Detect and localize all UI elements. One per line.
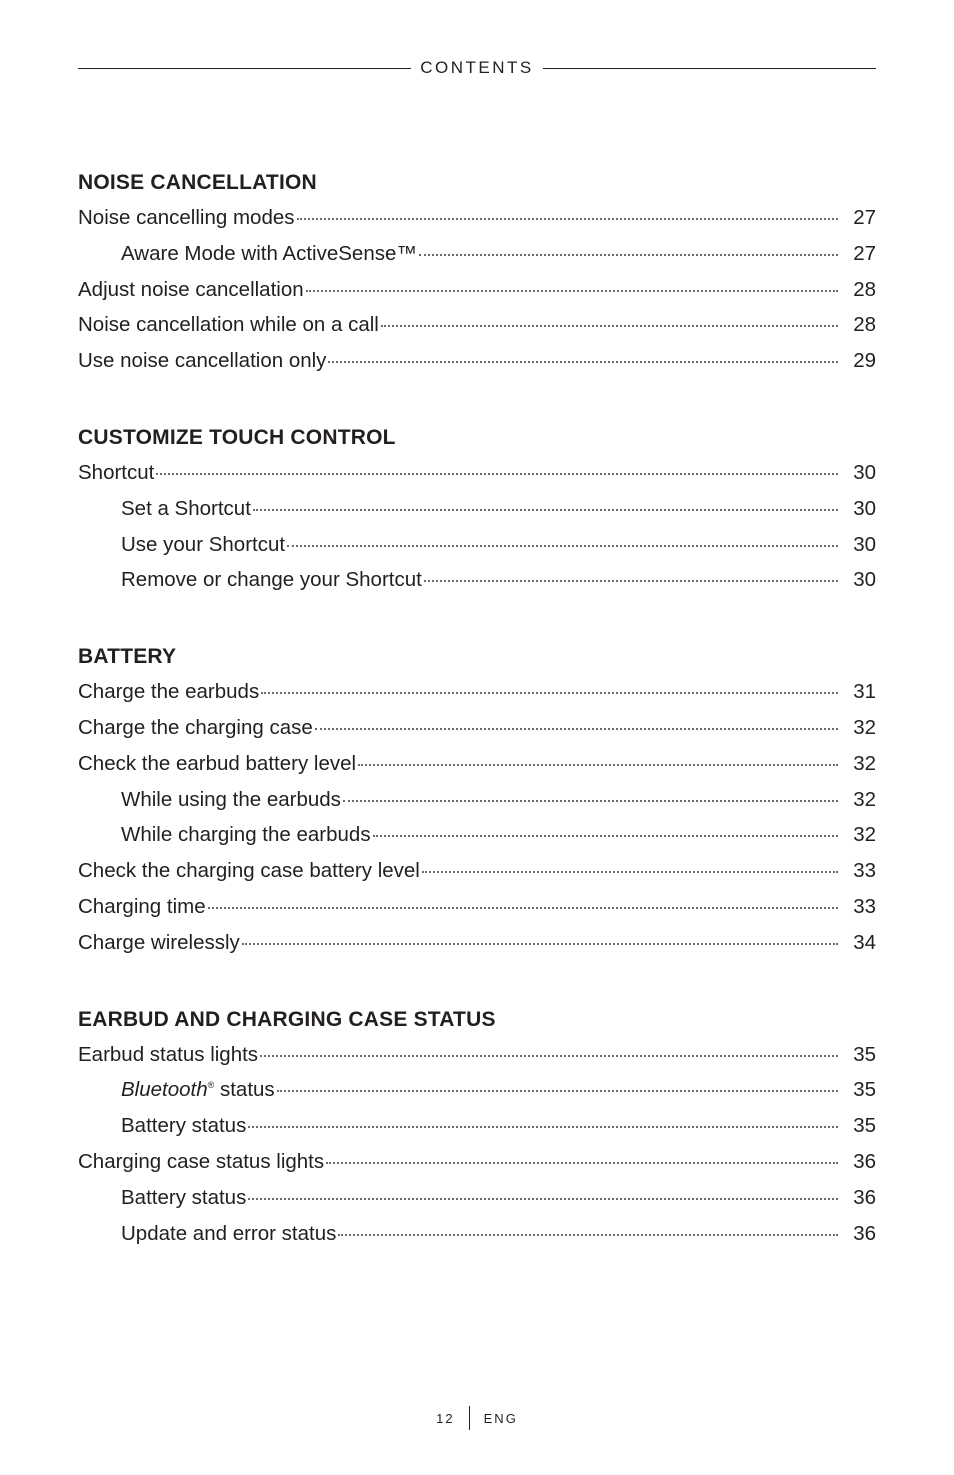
toc-entry-page: 27 bbox=[853, 206, 876, 229]
toc-entry-page: 32 bbox=[853, 787, 876, 811]
toc-entry-page: 36 bbox=[853, 1185, 876, 1209]
toc-entry-page: 30 bbox=[853, 568, 876, 592]
toc-entry[interactable] bbox=[78, 455, 876, 491]
toc-entry[interactable] bbox=[78, 782, 876, 818]
dot-leader bbox=[381, 324, 838, 327]
dot-leader bbox=[373, 834, 838, 837]
page-title: CONTENTS bbox=[420, 58, 534, 77]
toc-entry[interactable] bbox=[78, 307, 876, 343]
toc-entry-label: Noise cancellation while on a call bbox=[78, 313, 379, 337]
language-code: ENG bbox=[483, 1410, 518, 1426]
toc-entry-label: Noise cancelling modes bbox=[78, 206, 295, 229]
toc-entry-label: Charging case status lights bbox=[78, 1149, 325, 1173]
section-heading: BATTERY bbox=[78, 645, 177, 669]
dot-leader bbox=[253, 508, 838, 511]
toc-entry-label: Set a Shortcut bbox=[121, 496, 251, 520]
dot-leader bbox=[287, 544, 838, 547]
dot-leader bbox=[419, 253, 838, 256]
toc-entry-label: Earbud status lights bbox=[78, 1042, 259, 1066]
toc-entry-label: While using the earbuds bbox=[121, 787, 341, 811]
dot-leader bbox=[328, 360, 838, 363]
toc-entry-page: 35 bbox=[853, 1042, 876, 1066]
toc-entry-page: 33 bbox=[853, 859, 876, 883]
toc-entry[interactable] bbox=[78, 1037, 876, 1073]
toc-entry-label: Battery status bbox=[121, 1185, 247, 1209]
dot-leader bbox=[156, 472, 838, 475]
toc-entry-label: Charging time bbox=[78, 894, 206, 918]
toc-entry[interactable] bbox=[78, 1144, 876, 1180]
toc-entry-label: Shortcut bbox=[78, 460, 155, 484]
dot-leader bbox=[248, 1125, 838, 1128]
toc-entry-label: Use noise cancellation only bbox=[78, 349, 327, 373]
registered-mark: ® bbox=[207, 1080, 215, 1091]
dot-leader bbox=[326, 1161, 838, 1164]
toc-entry-label-italic: Bluetooth bbox=[121, 1078, 208, 1102]
toc-entry-page: 32 bbox=[853, 715, 876, 739]
toc-section bbox=[78, 421, 876, 598]
section-heading: NOISE CANCELLATION bbox=[78, 171, 317, 194]
toc-entry-page: 35 bbox=[853, 1114, 876, 1138]
toc-entry-page: 34 bbox=[853, 930, 876, 954]
toc-entry[interactable] bbox=[78, 200, 876, 236]
dot-leader bbox=[208, 906, 838, 909]
dot-leader bbox=[315, 727, 838, 730]
toc-entry-page: 29 bbox=[853, 349, 876, 373]
toc-entry[interactable] bbox=[78, 817, 876, 853]
toc-entry-page: 36 bbox=[853, 1221, 876, 1245]
dot-leader bbox=[261, 691, 838, 694]
toc-entry-label: Charge the charging case bbox=[78, 715, 313, 739]
dot-leader bbox=[297, 217, 838, 220]
footer-divider bbox=[469, 1406, 470, 1430]
toc-entry-label: Check the charging case battery level bbox=[78, 859, 420, 883]
toc-entry[interactable] bbox=[78, 236, 876, 272]
toc-entry-label: Remove or change your Shortcut bbox=[121, 568, 422, 592]
toc-entry-page: 35 bbox=[853, 1078, 876, 1102]
page-footer bbox=[0, 1405, 954, 1431]
header-rule-right bbox=[543, 68, 876, 69]
toc-entry[interactable] bbox=[78, 491, 876, 527]
toc-entry-page: 36 bbox=[853, 1149, 876, 1173]
dot-leader bbox=[306, 289, 838, 292]
toc-entry-label: Use your Shortcut bbox=[121, 532, 286, 556]
toc-entry-page: 30 bbox=[853, 532, 876, 556]
toc-entry[interactable] bbox=[78, 853, 876, 889]
table-of-contents bbox=[78, 166, 876, 1293]
toc-entry-label: Charge wirelessly bbox=[78, 930, 240, 954]
toc-entry-page: 31 bbox=[853, 680, 876, 704]
dot-leader bbox=[424, 579, 838, 582]
toc-entry-page: 32 bbox=[853, 823, 876, 847]
toc-entry[interactable] bbox=[78, 1108, 876, 1144]
toc-entry-label: Battery status bbox=[121, 1114, 247, 1138]
toc-entry-label: Aware Mode with ActiveSense™ bbox=[121, 241, 417, 265]
toc-entry-label: Update and error status bbox=[121, 1221, 337, 1245]
toc-section bbox=[78, 1003, 876, 1252]
toc-entry[interactable] bbox=[78, 674, 876, 710]
dot-leader bbox=[260, 1054, 838, 1057]
dot-leader bbox=[338, 1233, 838, 1236]
toc-entry[interactable] bbox=[78, 889, 876, 925]
toc-entry[interactable] bbox=[78, 562, 876, 598]
toc-entry-label: Adjust noise cancellation bbox=[78, 277, 304, 301]
dot-leader bbox=[422, 870, 838, 873]
toc-entry[interactable] bbox=[78, 710, 876, 746]
toc-entry[interactable] bbox=[78, 1180, 876, 1216]
toc-section bbox=[78, 166, 876, 379]
toc-entry-page: 27 bbox=[853, 241, 876, 265]
toc-entry[interactable] bbox=[78, 1216, 876, 1252]
toc-entry[interactable] bbox=[78, 746, 876, 782]
page-number: 12 bbox=[436, 1410, 455, 1426]
dot-leader bbox=[277, 1089, 838, 1092]
toc-entry[interactable] bbox=[78, 527, 876, 563]
toc-entry-page: 28 bbox=[853, 277, 876, 301]
toc-entry-page: 30 bbox=[853, 460, 876, 484]
section-heading: CUSTOMIZE TOUCH CONTROL bbox=[78, 425, 396, 449]
toc-section bbox=[78, 640, 876, 960]
toc-entry[interactable] bbox=[78, 1072, 876, 1108]
toc-entry-label: While charging the earbuds bbox=[121, 823, 371, 847]
toc-entry[interactable] bbox=[78, 272, 876, 308]
dot-leader bbox=[242, 942, 838, 945]
section-heading: EARBUD AND CHARGING CASE STATUS bbox=[78, 1007, 496, 1031]
toc-entry-page: 33 bbox=[853, 894, 876, 918]
toc-entry-label bbox=[121, 1072, 275, 1108]
toc-entry-page: 28 bbox=[853, 313, 876, 337]
header-rule-left bbox=[78, 68, 411, 69]
toc-entry[interactable] bbox=[78, 343, 876, 379]
dot-leader bbox=[343, 799, 838, 802]
toc-entry-label-text: status bbox=[219, 1078, 275, 1102]
dot-leader bbox=[358, 763, 838, 766]
page-header bbox=[78, 57, 876, 79]
toc-entry-page: 32 bbox=[853, 751, 876, 775]
toc-entry[interactable] bbox=[78, 925, 876, 961]
toc-entry-page: 30 bbox=[853, 496, 876, 520]
dot-leader bbox=[248, 1197, 838, 1200]
toc-entry-label: Check the earbud battery level bbox=[78, 751, 357, 775]
toc-entry-label: Charge the earbuds bbox=[78, 680, 260, 704]
